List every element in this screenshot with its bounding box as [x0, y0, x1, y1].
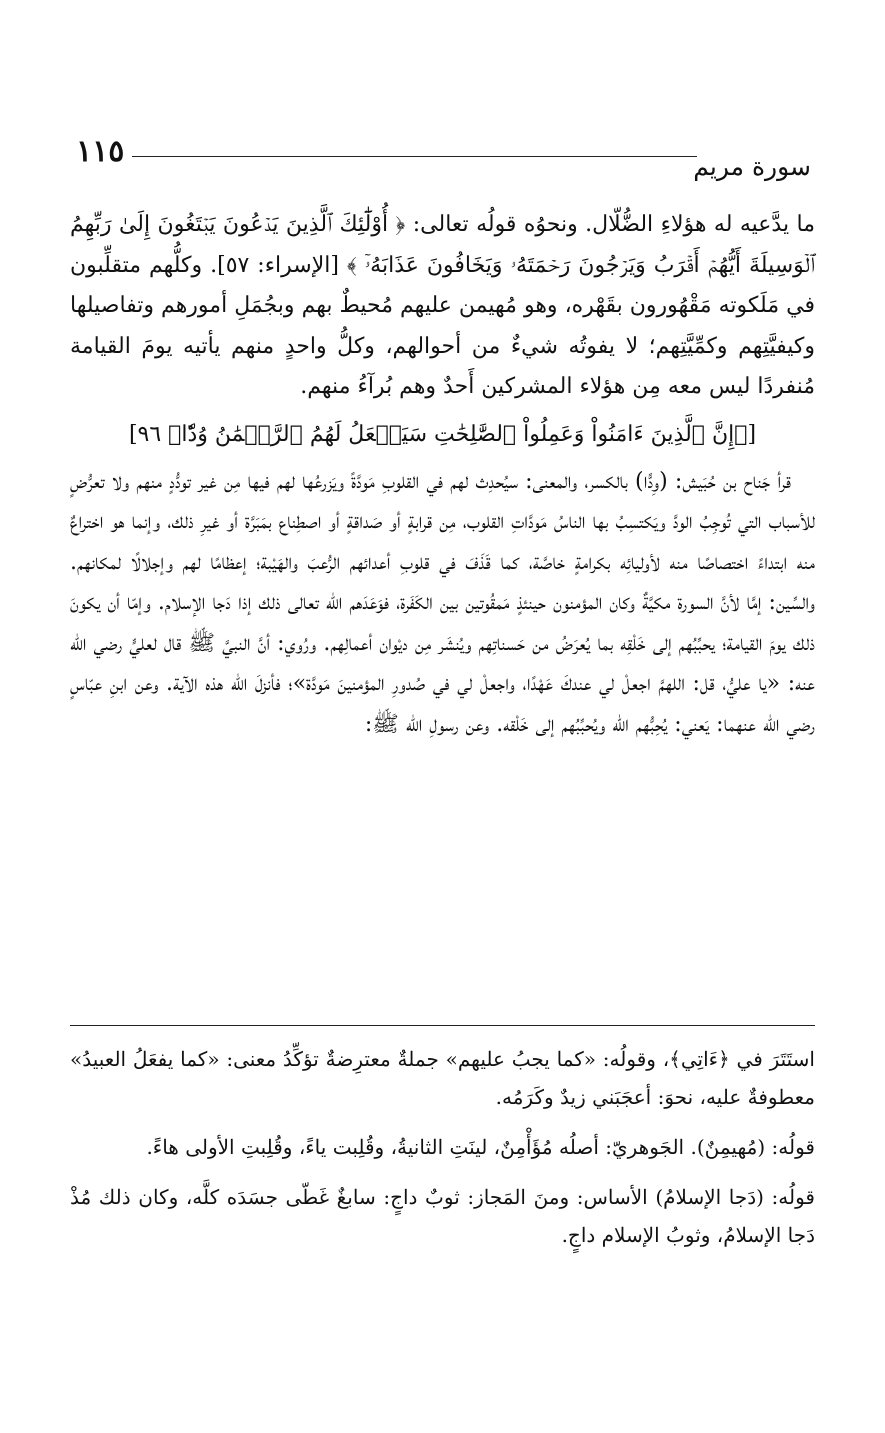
header-rule	[132, 156, 697, 157]
quran-verse: [﴿إِنَّ ٱلَّذِينَ ءَامَنُواْ وَعَمِلُواْ ٱلصَّٰلِحَٰتِ سَيَجۡعَلُ لَهُمُ ٱلرَّحۡمَٰنُ وُدّٗا﴾ ٩٦]	[128, 421, 757, 447]
main-paragraph: قرأ جَناح بن حُبَيش: (وِدًّا) بالكسر، والمعنى: سيُحدِث لهم في القلوبِ مَودَّةً ويَزرعُها لهم فيها مِن غير تودُّدٍ منهم ولا تعرُّضٍ للأسباب التي تُوجِبُ الودَّ ويَكتسِبُ بها الناسُ مَودَّاتِ القلوب، مِن قرابةٍ أو صَداقةٍ أو اصطِناع بمَبَرَّة أو غيرِ ذلك، وإنما هو اختراعٌ منه ابتداءً اختصاصًا منه لأوليائِه بكرامةٍ خاصَّة، كما قَذَفَ في قلوبِ أعدائهم الرُّعبَ والهَيْبة؛ إعظامًا لهم وإجلالًا لمكانهم. والسِّين: إمَّا لأنَّ السورة مكيَّةٌ وكان المؤمنون حينئذٍ مَمقُوتين بين الكَفَرة، فوَعَدَهم الله تعالى ذلك إذا دَجا الإسلام. وإمّا أن يكونَ ذلك يومَ القيامة؛ يحبِّبُهم إلى خَلْقِه بما يُعرَضُ من حَسناتِهم ويُنشَر مِن ديْوان أعمالِهم. ورُوي: أنَّ النبيَّ ﷺ قال لعليٍّ رضي الله عنه: «يا عليُّ، قل: اللهمَّ اجعلْ لي عندكَ عَهْدًا، واجعلْ لي في صُدورِ المؤمنينَ مَودَّة»؛ فأنزلَ الله هذه الآية. وعن ابنِ عبّاسٍ رضي الله عنهما: يَعني: يُحِبُّهم الله ويُحبِّبُهم إلى خَلْقه. وعن رسولِ الله ﷺ:	[70, 468, 815, 737]
page-header	[70, 128, 815, 188]
footnote: قولُه: (مُهيمِنٌ). الجَوهريّ: أصلُه مُؤَأْمِنٌ، لينَتِ الثانيةُ، وقُلِبت ياءً، وقُلِبتِ الأولى هاءً.	[146, 1135, 815, 1159]
footnote-divider	[70, 1025, 815, 1026]
footnotes	[70, 1040, 815, 1266]
book-page	[70, 0, 815, 1433]
footnote: استَتَرَ في ﴿ءَاتِي﴾، وقولُه: «كما يجبُ عليهم» جملةٌ معترِضةٌ تؤكِّدُ معنى: «كما يفعَلُ العبيدُ» معطوفةٌ عليه، نحوَ: أعجَبَني زيدٌ وكَرَمُه.	[70, 1047, 815, 1109]
main-text	[70, 205, 815, 745]
running-title: سورة مريم	[693, 152, 811, 181]
main-paragraph: ما يدَّعيه له هؤلاءِ الضُّلّال. ونحوُه قولُه تعالى: ﴿ أُوْلَٰٓئِكَ ٱلَّذِينَ يَدۡعُونَ يَبۡتَغُونَ إِلَىٰ رَبِّهِمُ ٱلۡوَسِيلَةَ أَيُّهُمۡ أَقۡرَبُ وَيَرۡجُونَ رَحۡمَتَهُۥ وَيَخَافُونَ عَذَابَهُۥٓ ﴾ [الإسراء: ٥٧]. وكلُّهم متقلِّبون في مَلَكوته مَقْهُورون بقَهْره، وهو مُهيمن عليهم مُحيطٌ بهم وبجُمَلِ أمورهم وتفاصيلها وكيفيَّتِهم وكمِّيَّتِهم؛ لا يفوتُه شيءٌ من أحوالهم، وكلُّ واحدٍ منهم يأتيه يومَ القيامة مُنفردًا ليس معه مِن هؤلاء المشركين أَحدٌ وهم بُرآءُ منهم.	[70, 212, 815, 399]
footnote: قولُه: (دَجا الإسلامُ) الأساس: ومنَ المَجاز: ثوبٌ داجٍ: سابغٌ غَطّى جسَدَه كلَّه، وكان ذلك مُذْ دَجا الإسلامُ، وثوبُ الإسلام داجٍ.	[70, 1185, 815, 1247]
page-number: ١١٥	[76, 134, 125, 169]
